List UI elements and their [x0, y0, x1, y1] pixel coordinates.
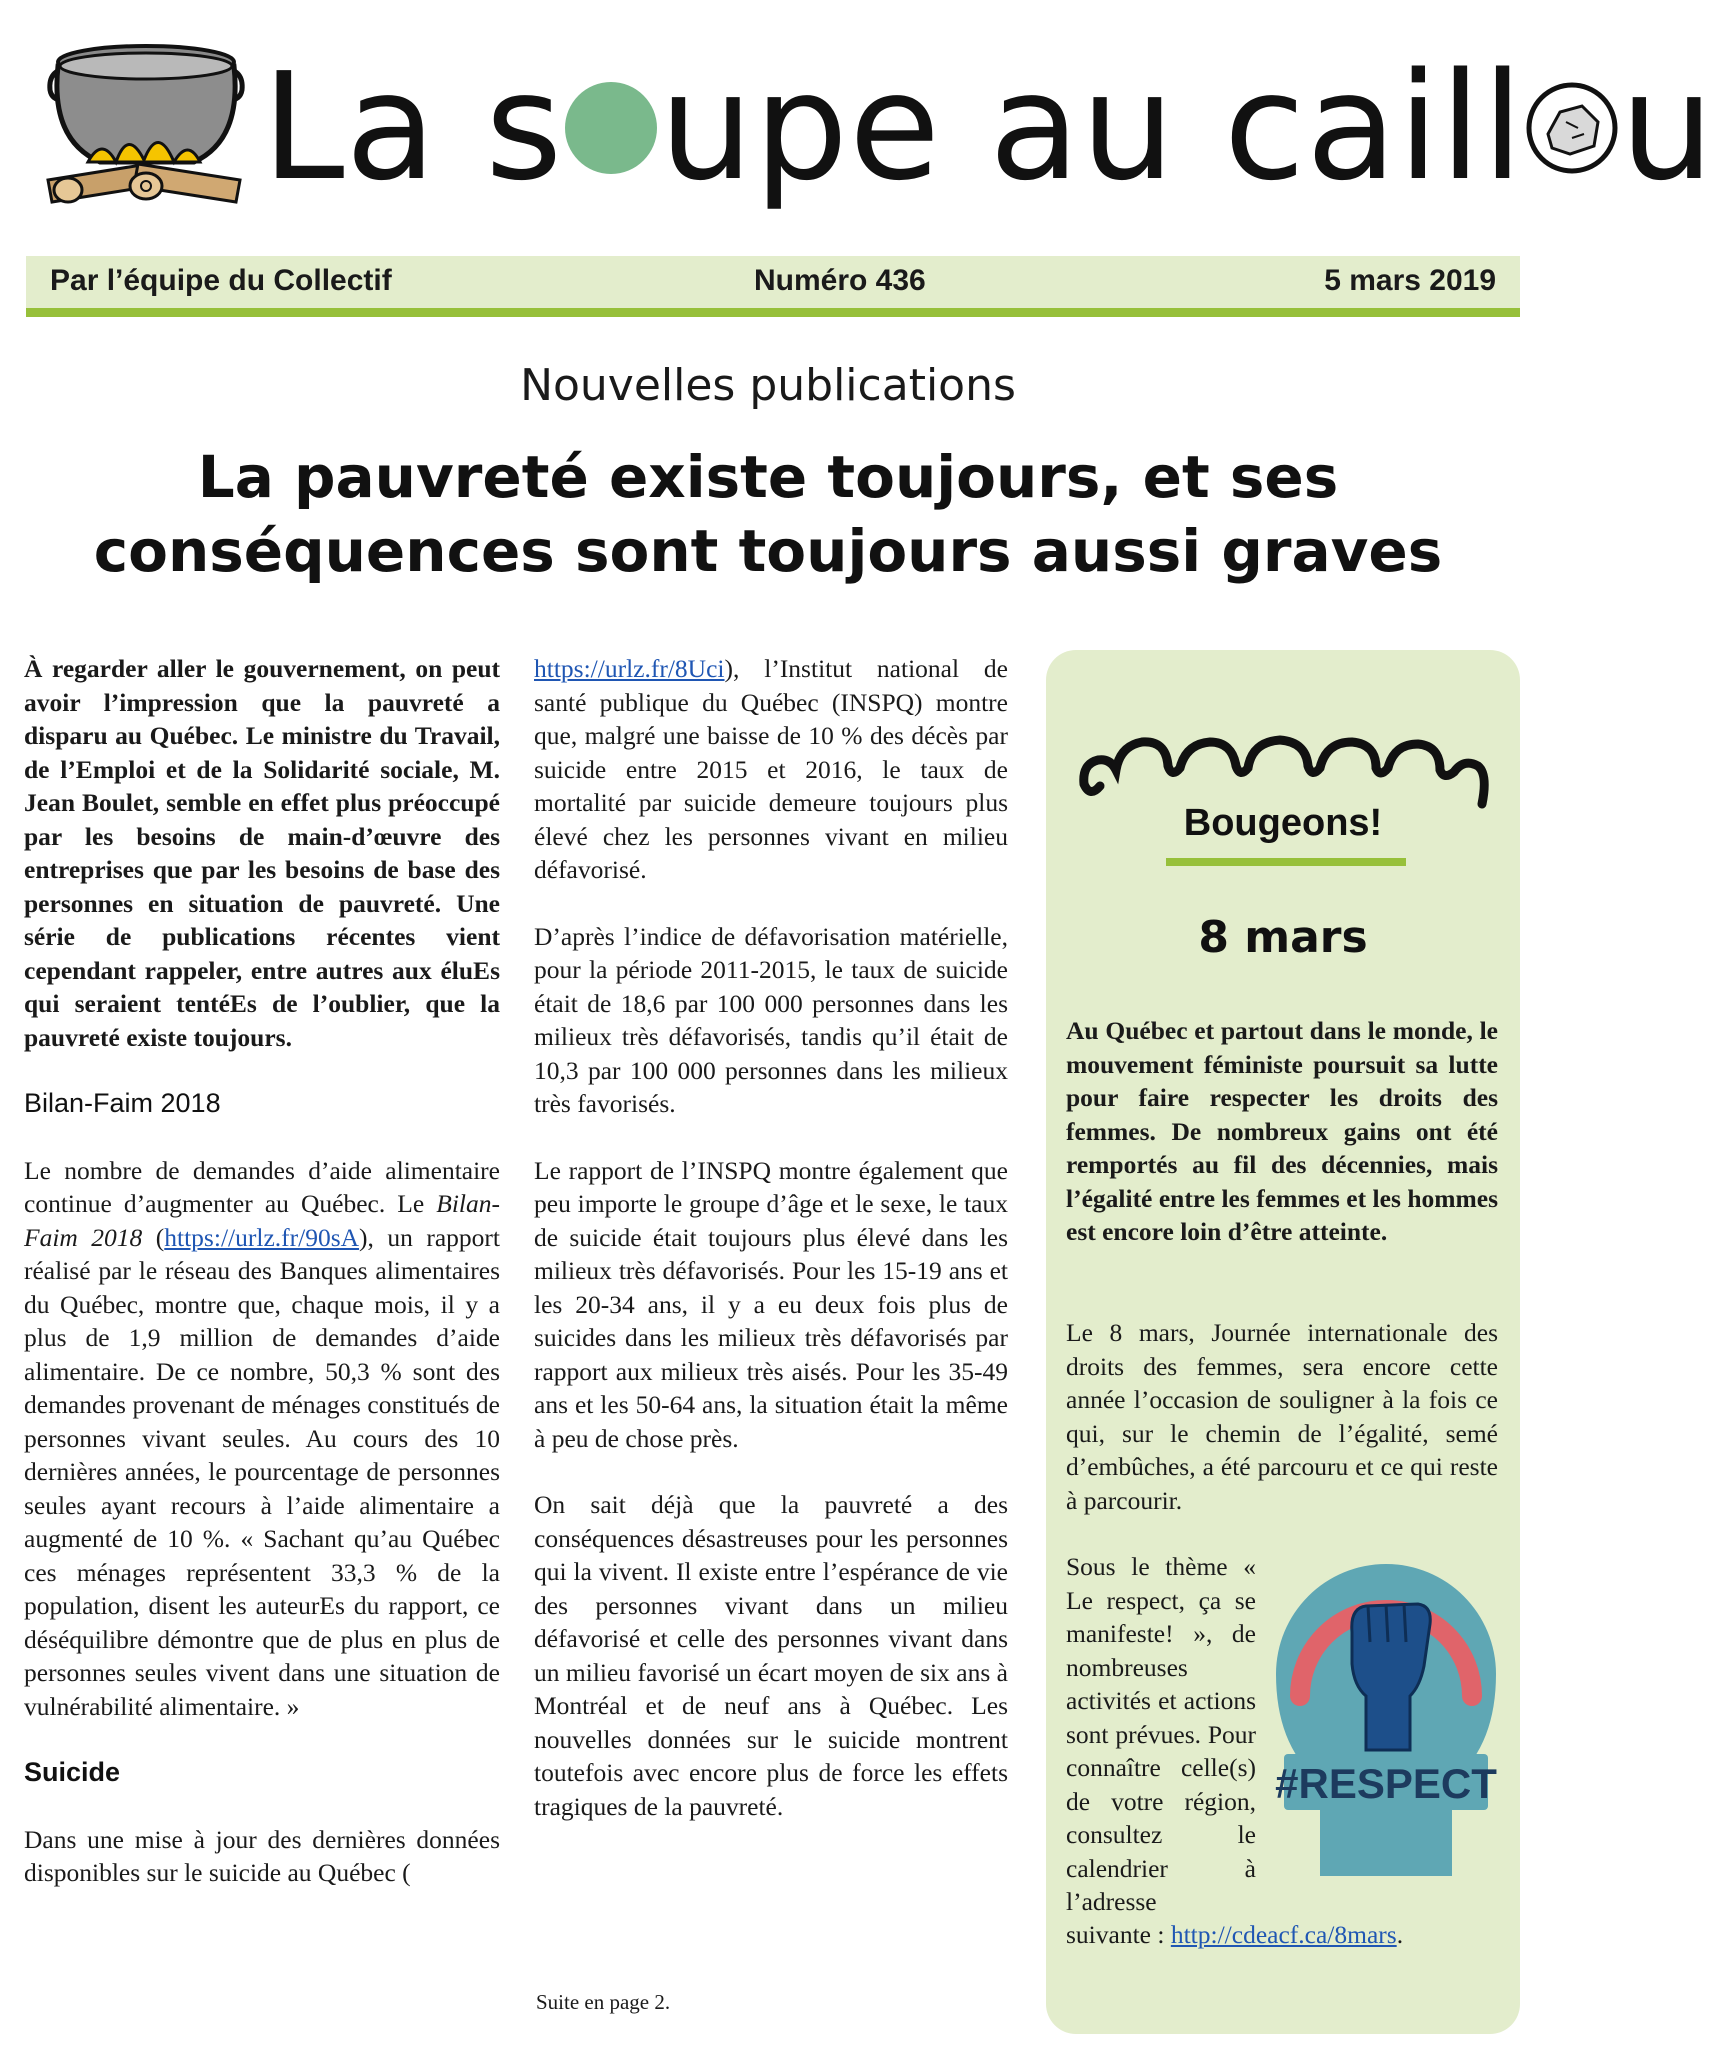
paragraph-suicide-part2 — [534, 652, 1008, 887]
article-headline: La pauvreté existe toujours, et ses conséquences sont toujours aussi graves — [93, 443, 1443, 585]
article-kicker: Nouvelles publications — [520, 360, 1016, 411]
sidebar-paragraph-3: Sous le thème « Le respect, ça se manifeste! », de nombreuses activités et actions sont prévues. Pour connaître celle(s) de votre région, consultez le calendrier à l’adresse — [1066, 1552, 1256, 1916]
paragraph-suicide-part1 — [24, 1823, 500, 1890]
soup-pot-logo-icon — [28, 40, 260, 210]
respect-hashtag: #RESPECT — [1275, 1760, 1497, 1807]
text-run: ), un rapport réalisé par le réseau des Banques alimentaires du Québec, montre que, chaque mois, il y a plus de 1,9 million de demandes d’aide alimentaire. De ce nombre, 50,3 % sont des demandes provenant de ménages constitués de personnes vivant seules. Au cours des 10 dernières années, le pourcentage de personnes seules ayant recours à l’aide alimentaire a augmenté de 10 %. « Sachant qu’au Québec ces ménages représentent 33,3 % de la population, disent les auteurEs du rapport, ce déséquilibre démontre que de plus en plus de personnes seules vivent dans une situation de vulnérabilité alimentaire. » — [24, 1222, 500, 1721]
sidebar-paragraph-1: Au Québec et partout dans le monde, le mouvement féministe poursuit sa lutte pour faire respecter les droits des femmes. De nombreux gains ont été remportés au fil des décennies, mais l’égalité entre les femmes et les hommes est encore loin d’être atteinte. — [1066, 1016, 1498, 1246]
paragraph-indice: D’après l’indice de défavorisation matérielle, pour la période 2011-2015, le taux de suicide était de 18,6 par 100 000 personnes dans les milieux très défavorisés, tandis qu’il était de 10,3 par 100 000 personnes dans les milieux très favorisés. — [534, 921, 1008, 1118]
continued-note: Suite en page 2. — [536, 1990, 671, 2014]
sidebar-paragraph-2: Le 8 mars, Journée internationale des droits des femmes, sera encore cette année l’occasion de souligner à la fois ce qui, sur le chemin de l’égalité, semé d’embûches, a été parcouru et ce qui reste à parcourir. — [1066, 1318, 1498, 1515]
link-prefix: suivante : — [1066, 1920, 1171, 1949]
issue-info-bar — [26, 256, 1520, 317]
sidebar-bougeons — [1046, 650, 1520, 2034]
respect-poster — [1270, 1546, 1502, 1876]
issue-date: 5 mars 2019 — [1324, 264, 1496, 297]
paragraph-rapport-inspq: Le rapport de l’INSPQ montre également que peu importe le groupe d’âge et le sexe, le taux de suicide était toujours plus élevé dans les milieux très défavorisés. Pour les 15-19 ans et les 20-34 ans, il y a eu deux fois plus de suicides dans les milieux très défavorisés par rapport aux milieux très aisés. Pour les 35-49 ans et les 50-64 ans, la situation était la même à peu de chose près. — [534, 1155, 1008, 1453]
text-run: Dans une mise à jour des dernières données disponibles sur le suicide au Québec ( — [24, 1824, 500, 1887]
green-o-icon — [565, 82, 657, 174]
report-title: Bilan-Faim 2018 — [24, 1189, 500, 1252]
paragraph-bilan-faim — [24, 1154, 500, 1724]
paragraph-consequences: On sait déjà que la pauvreté a des conséquences désastreuses pour les personnes qui la vivent. Il existe entre l’espérance de vie des personnes vivant dans un milieu défavorisé et celle des personnes vivant dans un milieu favorisé un écart moyen de six ans à Montréal et de neuf ans à Québec. Les nouvelles données sur le suicide montrent toutefois avec encore plus de force les effets tragiques de la pauvreté. — [534, 1490, 1008, 1821]
sidebar-date-heading: 8 mars — [1198, 912, 1368, 963]
cdeacf-8mars-link[interactable]: http://cdeacf.ca/8mars — [1170, 1920, 1397, 1949]
section-heading-bilan-faim: Bilan-Faim 2018 — [24, 1088, 221, 1118]
byline: Par l’équipe du Collectif — [50, 264, 392, 297]
text-run: ), l’Institut national de santé publique du Québec (INSPQ) montre que, malgré une baisse de 10 % des décès par suicide entre 2015 et 2016, le taux de mortalité par suicide demeure toujours plus élevé chez les personnes vivant en milieu défavorisé. — [534, 654, 1008, 884]
issue-number: Numéro 436 — [754, 264, 926, 297]
masthead-title-suffix: u — [1620, 41, 1715, 213]
stone-o-icon — [1526, 82, 1618, 174]
sidebar-divider — [1166, 858, 1406, 866]
section-heading-suicide: Suicide — [24, 1757, 121, 1787]
link-suffix: . — [1396, 1920, 1404, 1949]
text-run: ( — [142, 1222, 165, 1252]
masthead-title-mid: upe au caill — [659, 41, 1525, 213]
text-run: Le nombre de demandes d’aide alimentaire continue d’augmenter au Québec. Le — [24, 1155, 500, 1218]
article-column-2 — [534, 652, 1008, 1856]
article-lead: À regarder aller le gouvernement, on peut avoir l’impression que la pauvreté a disparu au Québec. Le ministre du Travail, de l’Emploi et de la Solidarité sociale, M. Jean Boulet, semble en effet plus préoccupé par les besoins de main-d’œuvre des entreprises que par les besoins de base des personnes en situation de pauvreté. Une série de publications récentes vient cependant rappeler, entre autres aux éluEs qui seraient tentéEs de l’oublier, que la pauvreté existe toujours. — [24, 654, 500, 1052]
inspq-suicide-link[interactable]: https://urlz.fr/8Uci — [534, 654, 725, 683]
masthead-title-prefix: La s — [262, 41, 564, 213]
sidebar-title: Bougeons! — [1183, 802, 1383, 844]
article-column-1 — [24, 652, 500, 1923]
bilan-faim-link[interactable]: https://urlz.fr/90sA — [164, 1222, 360, 1252]
sidebar-link-line — [1066, 1920, 1403, 1950]
masthead-title — [262, 41, 1715, 213]
